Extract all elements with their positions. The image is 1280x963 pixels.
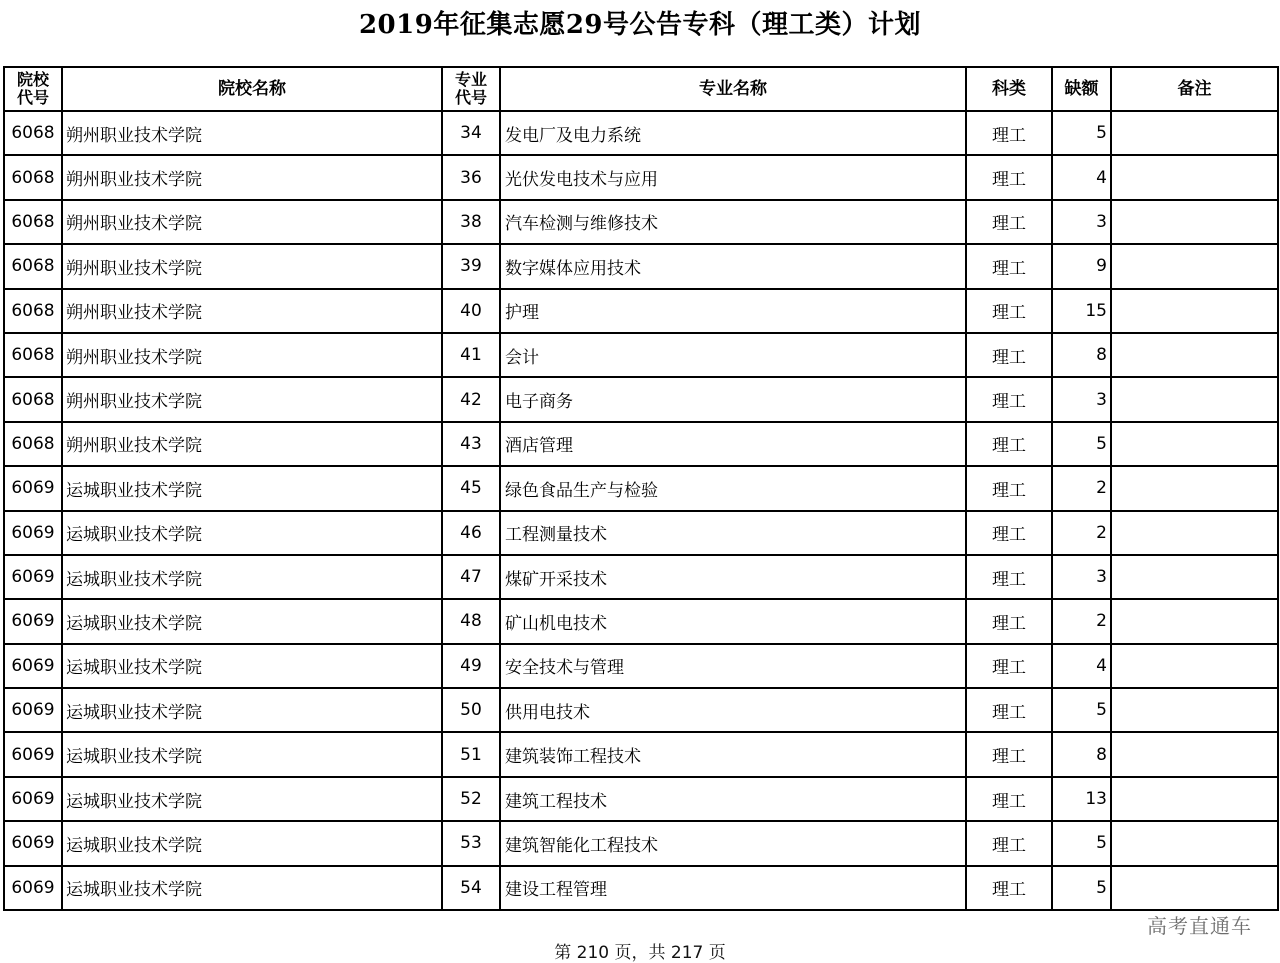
cell-category: 理工 bbox=[966, 821, 1052, 865]
cell-quota: 2 bbox=[1052, 599, 1111, 643]
cell-major-code: 41 bbox=[442, 333, 500, 377]
cell-school-name: 运城职业技术学院 bbox=[62, 777, 442, 821]
cell-quota: 2 bbox=[1052, 511, 1111, 555]
cell-quota: 5 bbox=[1052, 111, 1111, 155]
cell-major-name: 供用电技术 bbox=[500, 688, 966, 732]
header-school-name: 院校名称 bbox=[62, 67, 442, 111]
cell-school-name: 朔州职业技术学院 bbox=[62, 377, 442, 421]
cell-note bbox=[1111, 289, 1278, 333]
header-category: 科类 bbox=[966, 67, 1052, 111]
cell-category: 理工 bbox=[966, 866, 1052, 910]
table-row bbox=[4, 866, 1278, 910]
cell-note bbox=[1111, 866, 1278, 910]
cell-major-code: 51 bbox=[442, 732, 500, 776]
cell-major-code: 54 bbox=[442, 866, 500, 910]
cell-major-name: 建筑装饰工程技术 bbox=[500, 732, 966, 776]
table-row bbox=[4, 244, 1278, 288]
cell-note bbox=[1111, 732, 1278, 776]
cell-school-name: 朔州职业技术学院 bbox=[62, 422, 442, 466]
cell-major-name: 绿色食品生产与检验 bbox=[500, 466, 966, 510]
cell-major-name: 酒店管理 bbox=[500, 422, 966, 466]
cell-category: 理工 bbox=[966, 155, 1052, 199]
cell-major-name: 护理 bbox=[500, 289, 966, 333]
cell-category: 理工 bbox=[966, 289, 1052, 333]
cell-quota: 3 bbox=[1052, 200, 1111, 244]
cell-category: 理工 bbox=[966, 200, 1052, 244]
cell-quota: 9 bbox=[1052, 244, 1111, 288]
cell-note bbox=[1111, 777, 1278, 821]
cell-category: 理工 bbox=[966, 466, 1052, 510]
cell-school-code: 6069 bbox=[4, 511, 62, 555]
cell-category: 理工 bbox=[966, 511, 1052, 555]
table-row bbox=[4, 200, 1278, 244]
header-major-code-line1: 专业 bbox=[454, 70, 487, 89]
page-title: 2019年征集志愿29号公告专科（理工类）计划 bbox=[358, 10, 922, 40]
table-row bbox=[4, 111, 1278, 155]
cell-school-code: 6069 bbox=[4, 732, 62, 776]
cell-category: 理工 bbox=[966, 333, 1052, 377]
table-row bbox=[4, 732, 1278, 776]
cell-major-name: 发电厂及电力系统 bbox=[500, 111, 966, 155]
cell-category: 理工 bbox=[966, 377, 1052, 421]
cell-quota: 8 bbox=[1052, 732, 1111, 776]
cell-school-code: 6068 bbox=[4, 111, 62, 155]
cell-quota: 4 bbox=[1052, 155, 1111, 199]
cell-major-code: 39 bbox=[442, 244, 500, 288]
cell-note bbox=[1111, 644, 1278, 688]
cell-school-code: 6069 bbox=[4, 866, 62, 910]
cell-major-code: 45 bbox=[442, 466, 500, 510]
cell-note bbox=[1111, 688, 1278, 732]
table-row bbox=[4, 422, 1278, 466]
cell-school-code: 6069 bbox=[4, 466, 62, 510]
cell-school-name: 运城职业技术学院 bbox=[62, 555, 442, 599]
cell-category: 理工 bbox=[966, 644, 1052, 688]
table-row bbox=[4, 377, 1278, 421]
cell-quota: 15 bbox=[1052, 289, 1111, 333]
cell-quota: 2 bbox=[1052, 466, 1111, 510]
table-row bbox=[4, 599, 1278, 643]
cell-note bbox=[1111, 599, 1278, 643]
cell-category: 理工 bbox=[966, 688, 1052, 732]
cell-note bbox=[1111, 377, 1278, 421]
cell-note bbox=[1111, 111, 1278, 155]
cell-major-code: 50 bbox=[442, 688, 500, 732]
cell-school-name: 朔州职业技术学院 bbox=[62, 155, 442, 199]
cell-category: 理工 bbox=[966, 244, 1052, 288]
cell-school-name: 朔州职业技术学院 bbox=[62, 244, 442, 288]
cell-note bbox=[1111, 244, 1278, 288]
cell-school-name: 运城职业技术学院 bbox=[62, 644, 442, 688]
cell-school-code: 6069 bbox=[4, 644, 62, 688]
cell-quota: 8 bbox=[1052, 333, 1111, 377]
table-row bbox=[4, 688, 1278, 732]
cell-major-code: 53 bbox=[442, 821, 500, 865]
header-school-code bbox=[4, 67, 62, 111]
cell-school-code: 6069 bbox=[4, 688, 62, 732]
cell-school-code: 6068 bbox=[4, 155, 62, 199]
cell-school-code: 6068 bbox=[4, 200, 62, 244]
cell-major-name: 电子商务 bbox=[500, 377, 966, 421]
cell-note bbox=[1111, 466, 1278, 510]
page-footer: 第 210 页，共 217 页 bbox=[554, 943, 726, 963]
table-header-row bbox=[4, 67, 1278, 111]
table-row bbox=[4, 333, 1278, 377]
cell-school-code: 6068 bbox=[4, 289, 62, 333]
cell-school-code: 6068 bbox=[4, 422, 62, 466]
cell-school-name: 运城职业技术学院 bbox=[62, 599, 442, 643]
cell-major-name: 会计 bbox=[500, 333, 966, 377]
cell-major-name: 数字媒体应用技术 bbox=[500, 244, 966, 288]
cell-major-code: 36 bbox=[442, 155, 500, 199]
cell-school-name: 运城职业技术学院 bbox=[62, 821, 442, 865]
header-school-code-line2: 代号 bbox=[16, 88, 49, 107]
cell-category: 理工 bbox=[966, 732, 1052, 776]
cell-quota: 4 bbox=[1052, 644, 1111, 688]
cell-school-code: 6068 bbox=[4, 333, 62, 377]
cell-school-code: 6069 bbox=[4, 821, 62, 865]
cell-school-name: 朔州职业技术学院 bbox=[62, 289, 442, 333]
cell-major-name: 建设工程管理 bbox=[500, 866, 966, 910]
cell-note bbox=[1111, 555, 1278, 599]
table-row bbox=[4, 777, 1278, 821]
cell-school-name: 运城职业技术学院 bbox=[62, 466, 442, 510]
cell-school-code: 6068 bbox=[4, 244, 62, 288]
cell-category: 理工 bbox=[966, 422, 1052, 466]
cell-note bbox=[1111, 200, 1278, 244]
cell-major-name: 煤矿开采技术 bbox=[500, 555, 966, 599]
cell-school-name: 运城职业技术学院 bbox=[62, 511, 442, 555]
cell-note bbox=[1111, 511, 1278, 555]
header-note: 备注 bbox=[1111, 67, 1278, 111]
table-body bbox=[4, 111, 1278, 910]
cell-note bbox=[1111, 422, 1278, 466]
cell-major-code: 46 bbox=[442, 511, 500, 555]
header-quota: 缺额 bbox=[1052, 67, 1111, 111]
table-row bbox=[4, 511, 1278, 555]
cell-school-code: 6069 bbox=[4, 599, 62, 643]
cell-quota: 3 bbox=[1052, 377, 1111, 421]
cell-category: 理工 bbox=[966, 777, 1052, 821]
cell-quota: 3 bbox=[1052, 555, 1111, 599]
cell-major-name: 建筑智能化工程技术 bbox=[500, 821, 966, 865]
cell-major-code: 52 bbox=[442, 777, 500, 821]
table-row bbox=[4, 155, 1278, 199]
cell-major-name: 安全技术与管理 bbox=[500, 644, 966, 688]
cell-major-code: 38 bbox=[442, 200, 500, 244]
cell-note bbox=[1111, 821, 1278, 865]
cell-quota: 5 bbox=[1052, 821, 1111, 865]
cell-major-name: 光伏发电技术与应用 bbox=[500, 155, 966, 199]
watermark: 高考直通车 bbox=[1147, 914, 1252, 938]
cell-major-code: 34 bbox=[442, 111, 500, 155]
cell-school-code: 6069 bbox=[4, 555, 62, 599]
cell-major-name: 建筑工程技术 bbox=[500, 777, 966, 821]
cell-quota: 5 bbox=[1052, 422, 1111, 466]
table-row bbox=[4, 555, 1278, 599]
cell-major-code: 40 bbox=[442, 289, 500, 333]
table-row bbox=[4, 644, 1278, 688]
cell-school-name: 朔州职业技术学院 bbox=[62, 333, 442, 377]
header-major-code-line2: 代号 bbox=[454, 88, 487, 107]
cell-school-name: 朔州职业技术学院 bbox=[62, 111, 442, 155]
cell-quota: 13 bbox=[1052, 777, 1111, 821]
cell-major-code: 42 bbox=[442, 377, 500, 421]
cell-school-name: 运城职业技术学院 bbox=[62, 688, 442, 732]
cell-school-name: 运城职业技术学院 bbox=[62, 732, 442, 776]
cell-note bbox=[1111, 333, 1278, 377]
table-row bbox=[4, 821, 1278, 865]
cell-major-code: 49 bbox=[442, 644, 500, 688]
cell-note bbox=[1111, 155, 1278, 199]
cell-category: 理工 bbox=[966, 555, 1052, 599]
cell-major-name: 工程测量技术 bbox=[500, 511, 966, 555]
table-row bbox=[4, 289, 1278, 333]
cell-school-code: 6068 bbox=[4, 377, 62, 421]
header-school-code-line1: 院校 bbox=[16, 70, 49, 89]
header-major-code bbox=[442, 67, 500, 111]
cell-quota: 5 bbox=[1052, 866, 1111, 910]
cell-major-code: 48 bbox=[442, 599, 500, 643]
cell-school-name: 朔州职业技术学院 bbox=[62, 200, 442, 244]
cell-category: 理工 bbox=[966, 111, 1052, 155]
table-row bbox=[4, 466, 1278, 510]
header-major-name: 专业名称 bbox=[500, 67, 966, 111]
cell-quota: 5 bbox=[1052, 688, 1111, 732]
cell-school-code: 6069 bbox=[4, 777, 62, 821]
plan-table bbox=[3, 66, 1279, 911]
cell-major-name: 矿山机电技术 bbox=[500, 599, 966, 643]
cell-school-name: 运城职业技术学院 bbox=[62, 866, 442, 910]
cell-major-code: 47 bbox=[442, 555, 500, 599]
cell-major-code: 43 bbox=[442, 422, 500, 466]
cell-major-name: 汽车检测与维修技术 bbox=[500, 200, 966, 244]
cell-category: 理工 bbox=[966, 599, 1052, 643]
